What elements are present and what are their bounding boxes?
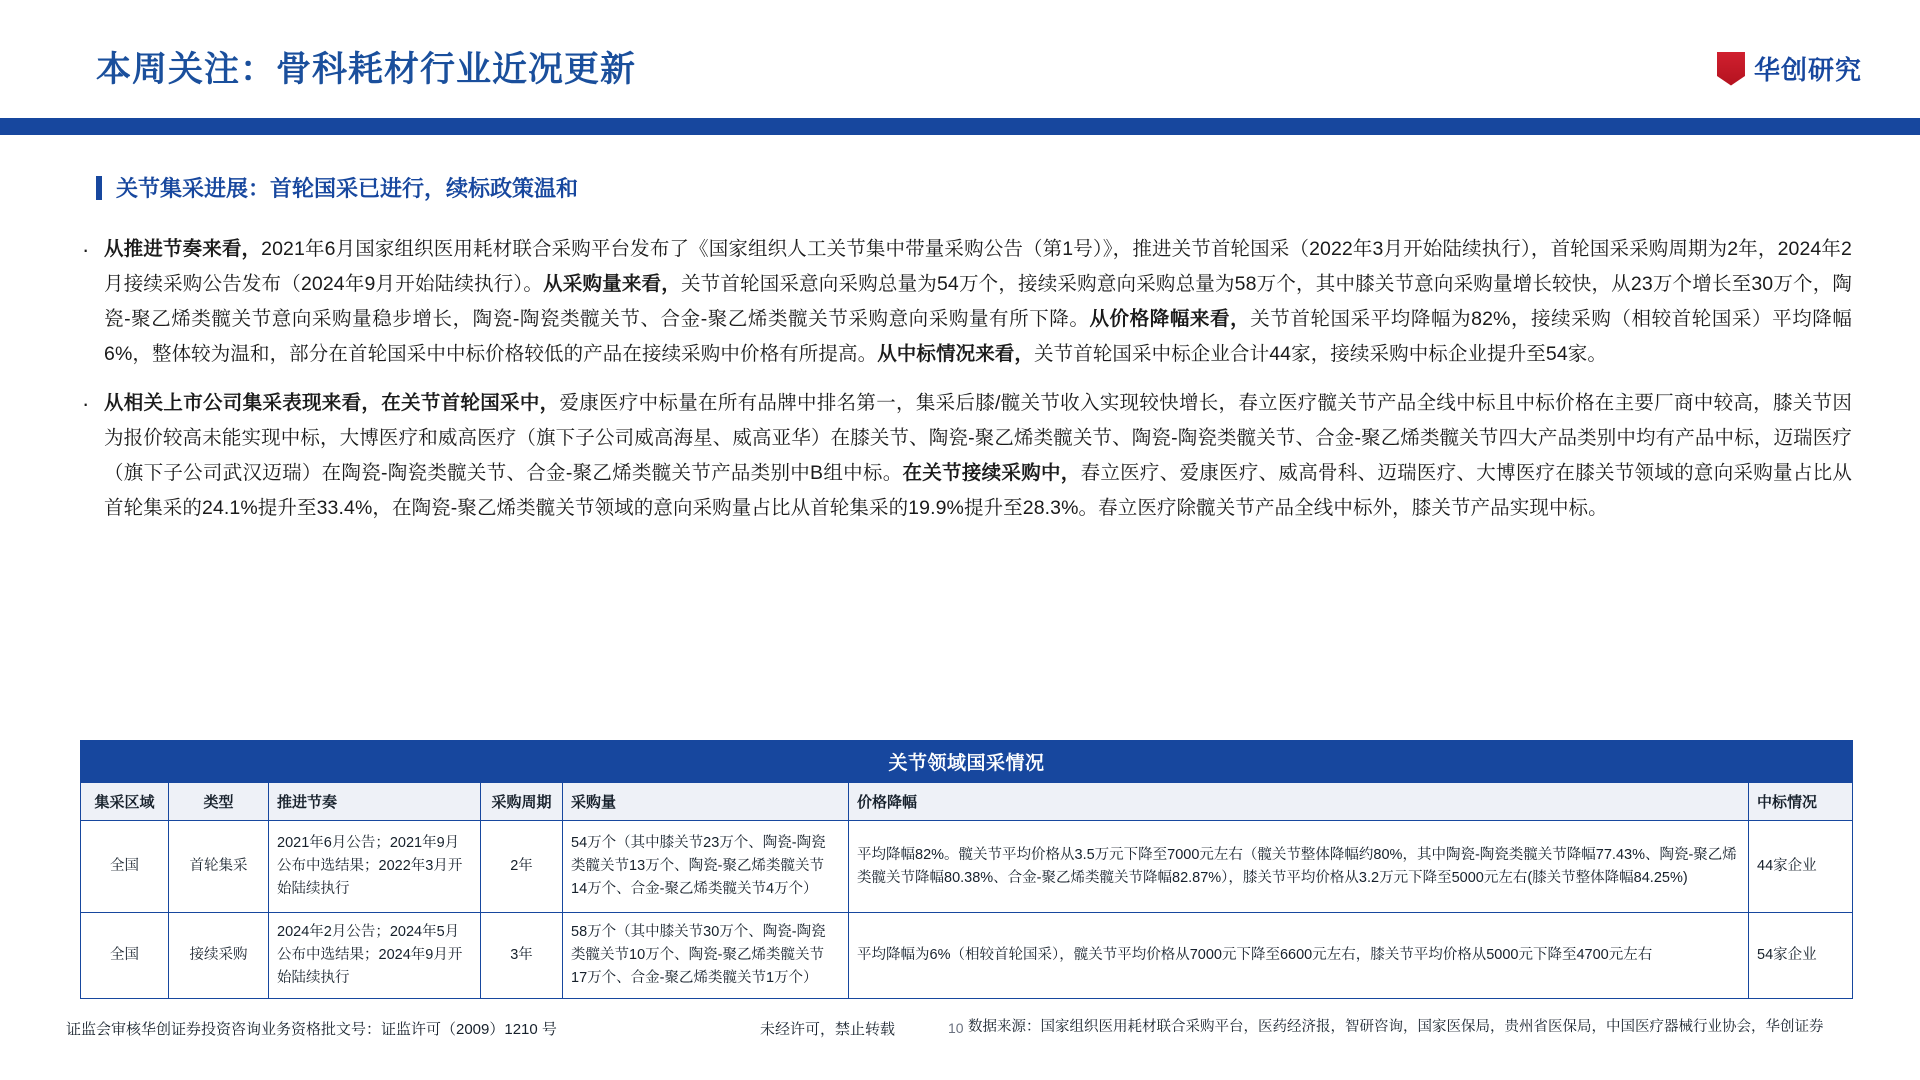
shield-logo-icon <box>1717 52 1745 86</box>
footer-copyright-text: 未经许可，禁止转载 <box>760 1021 896 1038</box>
page-number: 10 <box>948 1020 964 1036</box>
table-header-row <box>81 783 1853 821</box>
paragraph-text: 从推进节奏来看，2021年6月国家组织医用耗材联合采购平台发布了《国家组织人工关节集中带量采购公告（第1号）》，推进关节首轮国采（2022年3月开始陆续执行），首轮国采采购周期为2年，2024年2月接续采购公告发布（2024年9月开始陆续执行）。从采购量来看，关节首轮国采意向采购总量为54万个，接续采购意向采购总量为58万个，其中膝关节意向采购量增长较快，从23万个增长至30万个，陶瓷-聚乙烯类髋关节意向采购量稳步增长，陶瓷-陶瓷类髋关节、合金-聚乙烯类髋关节采购意向采购量有所下降。从价格降幅来看，关节首轮国采平均降幅为82%，接续采购（相较首轮国采）平均降幅6%，整体较为温和，部分在首轮国采中中标价格较低的产品在接续采购中价格有所提高。从中标情况来看，关节首轮国采中标企业合计44家，接续采购中标企业提升至54家。 <box>104 238 1852 365</box>
paragraph <box>82 232 1852 372</box>
column-header-type: 类型 <box>169 783 269 821</box>
page-footer <box>0 1012 1920 1080</box>
cell-price: 平均降幅为6%（相较首轮国采），髋关节平均价格从7000元下降至6600元左右，膝关节平均价格从5000元下降至4700元左右 <box>849 913 1749 999</box>
column-header-cycle: 采购周期 <box>481 783 563 821</box>
cell-pace: 2021年6月公告；2021年9月公布中选结果；2022年3月开始陆续执行 <box>269 821 481 913</box>
column-header-price: 价格降幅 <box>849 783 1749 821</box>
column-header-result: 中标情况 <box>1749 783 1853 821</box>
cell-type: 首轮集采 <box>169 821 269 913</box>
column-header-pace: 推进节奏 <box>269 783 481 821</box>
cell-pace: 2024年2月公告；2024年5月公布中选结果；2024年9月开始陆续执行 <box>269 913 481 999</box>
column-header-region: 集采区域 <box>81 783 169 821</box>
cell-result: 44家企业 <box>1749 821 1853 913</box>
cell-result: 54家企业 <box>1749 913 1853 999</box>
bullet-marker: · <box>82 391 90 416</box>
cell-volume: 58万个（其中膝关节30万个、陶瓷-陶瓷类髋关节10万个、陶瓷-聚乙烯类髋关节17万个、合金-聚乙烯类髋关节1万个） <box>563 913 849 999</box>
paragraph <box>82 386 1852 526</box>
cell-type: 接续采购 <box>169 913 269 999</box>
section-accent-bar <box>96 176 102 200</box>
page-header <box>0 0 1920 128</box>
section-title: 关节集采进展：首轮国采已进行，续标政策温和 <box>116 176 579 201</box>
table-title: 关节领域国采情况 <box>81 741 1853 783</box>
cell-volume: 54万个（其中膝关节23万个、陶瓷-陶瓷类髋关节13万个、陶瓷-聚乙烯类髋关节14万个、合金-聚乙烯类髋关节4万个） <box>563 821 849 913</box>
paragraph-text: 从相关上市公司集采表现来看，在关节首轮国采中，爱康医疗中标量在所有品牌中排名第一，集采后膝/髋关节收入实现较快增长，春立医疗髋关节产品全线中标且中标价格在主要厂商中较高，膝关节因为报价较高未能实现中标，大博医疗和威高医疗（旗下子公司威高海星、威高亚华）在膝关节、陶瓷-聚乙烯类髋关节、陶瓷-陶瓷类髋关节、合金-聚乙烯类髋关节四大产品类别中均有产品中标，迈瑞医疗（旗下子公司武汉迈瑞）在陶瓷-陶瓷类髋关节、合金-聚乙烯类髋关节产品类别中B组中标。在关节接续采购中，春立医疗、爱康医疗、威高骨科、迈瑞医疗、大博医疗在膝关节领域的意向采购量占比从首轮集采的24.1%提升至33.4%，在陶瓷-聚乙烯类髋关节领域的意向采购量占比从首轮集采的19.9%提升至28.3%。春立医疗除髋关节产品全线中标外，膝关节产品实现中标。 <box>104 392 1853 519</box>
page-title: 本周关注：骨科耗材行业近况更新 <box>96 50 637 89</box>
section-heading <box>96 172 578 203</box>
national-procurement-table <box>80 740 1852 999</box>
footer-source-text: 数据来源：国家组织医用耗材联合采购平台，医药经济报，智研咨询，国家医保局，贵州省医保局，中国医疗器械行业协会，华创证券 <box>968 1019 1824 1035</box>
brand-logo <box>1717 50 1862 87</box>
cell-region: 全国 <box>81 913 169 999</box>
column-header-volume: 采购量 <box>563 783 849 821</box>
cell-cycle: 3年 <box>481 913 563 999</box>
table-row <box>81 821 1853 913</box>
cell-price: 平均降幅82%。髋关节平均价格从3.5万元下降至7000元左右（髋关节整体降幅约80%，其中陶瓷-陶瓷类髋关节降幅77.43%、陶瓷-聚乙烯类髋关节降幅80.38%、合金-聚乙烯类髋关节降幅82.87%），膝关节平均价格从3.2万元下降至5000元左右(膝关节整体降幅84.25%) <box>849 821 1749 913</box>
cell-region: 全国 <box>81 821 169 913</box>
table-row <box>81 913 1853 999</box>
header-accent-bar <box>0 118 1920 135</box>
cell-cycle: 2年 <box>481 821 563 913</box>
body-content <box>82 232 1852 540</box>
footer-license-text: 证监会审核华创证券投资咨询业务资格批文号：证监许可（2009）1210 号 <box>66 1021 557 1038</box>
brand-logo-text: 华创研究 <box>1753 55 1862 85</box>
bullet-marker: · <box>82 237 90 262</box>
